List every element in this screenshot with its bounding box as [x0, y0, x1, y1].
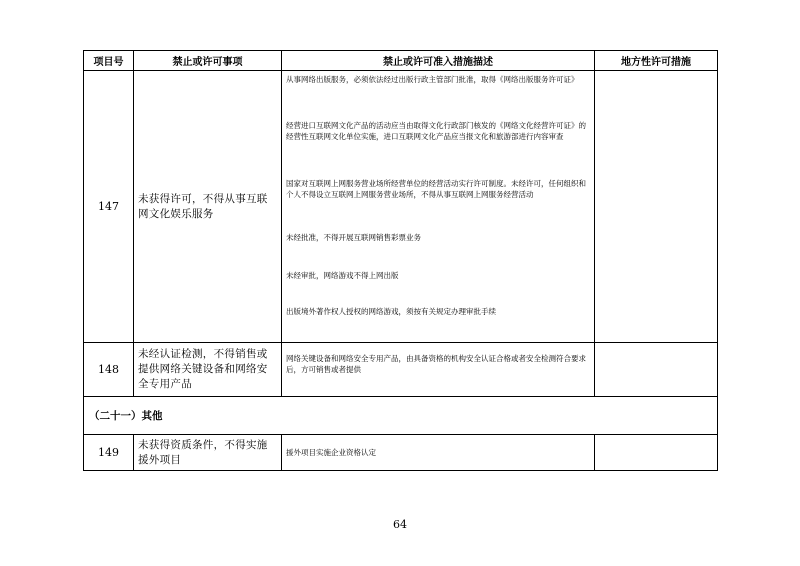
measure-147-2: 经营进口互联网文化产品的活动应当由取得文化行政部门核发的《网络文化经营许可证》的经营性互联网文化单位实施，进口互联网文化产品应当报文化和旅游部进行内容审查 — [286, 121, 586, 141]
row-149-measure — [282, 435, 595, 471]
measure-147-1: 从事网络出版服务，必须依法经过出版行政主管部门批准，取得《网络出版服务许可证》 — [286, 75, 579, 84]
table-row-149 — [84, 435, 718, 471]
measure-147-6: 出版境外著作权人授权的网络游戏，须按有关规定办理审批手续 — [286, 307, 496, 316]
row-149-local — [595, 435, 718, 471]
row-148-number: 148 — [84, 343, 134, 397]
row-149-number: 149 — [84, 435, 134, 471]
measure-148: 网络关键设备和网络安全专用产品，由具备资格的机构安全认证合格或者安全检测符合要求后，方可销售或者提供 — [286, 354, 586, 374]
row-147-number: 147 — [84, 71, 134, 343]
measure-149: 援外项目实施企业资格认定 — [286, 448, 376, 457]
page-number: 64 — [393, 518, 407, 531]
table-row-147 — [84, 71, 718, 343]
row-149-item: 未获得资质条件，不得实施援外项目 — [134, 435, 282, 471]
row-147-item: 未获得许可，不得从事互联网文化娱乐服务 — [134, 71, 282, 343]
header-item: 禁止或许可事项 — [134, 51, 282, 71]
row-147-measures — [282, 71, 595, 343]
row-148-measure — [282, 343, 595, 397]
header-item-number: 项目号 — [84, 51, 134, 71]
table-header-row — [84, 51, 718, 71]
row-147-local — [595, 71, 718, 343]
measure-147-4: 未经批准，不得开展互联网销售彩票业务 — [286, 233, 421, 242]
measure-147-5: 未经审批，网络游戏不得上网出版 — [286, 271, 399, 280]
table-row-148 — [84, 343, 718, 397]
section-row — [84, 397, 718, 435]
section-title: （二十一）其他 — [84, 397, 718, 435]
measure-147-3: 国家对互联网上网服务营业场所经营单位的经营活动实行许可制度。未经许可，任何组织和个人不得设立互联网上网服务营业场所，不得从事互联网上网服务经营活动 — [286, 179, 586, 199]
row-148-local — [595, 343, 718, 397]
header-local: 地方性许可措施 — [595, 51, 718, 71]
row-148-item: 未经认证检测，不得销售或提供网络关键设备和网络安全专用产品 — [134, 343, 282, 397]
header-measure: 禁止或许可准入措施描述 — [282, 51, 595, 71]
permit-table — [83, 50, 718, 471]
